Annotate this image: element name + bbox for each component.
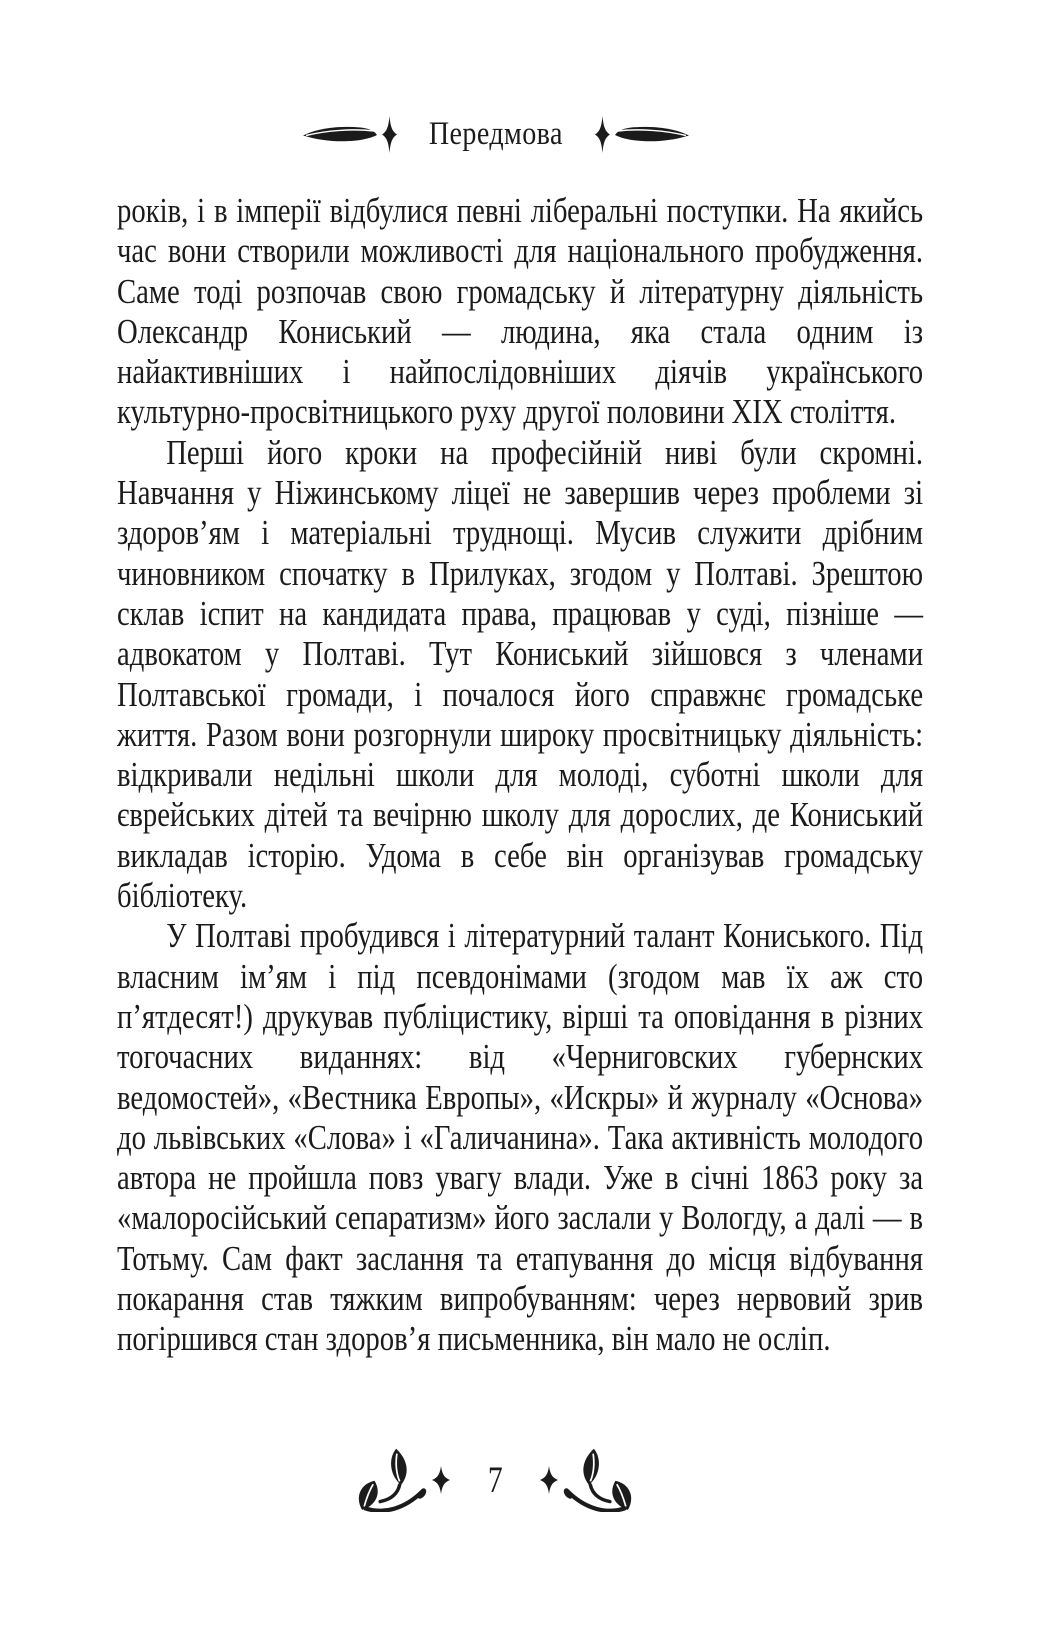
diamond-icon [595, 116, 610, 153]
page-footer [0, 1448, 1015, 1512]
paragraph-3: У Полтаві пробудився і літературний талант Кониського. Під власним ім’ям і під псевдонімами (згодом мав їх аж сто п’ятдесят!) друкував публіцистику, вірші та оповідання в різних тогочасних виданнях: від «Черниговских губернских ведомостей», «Вестника Европы», «Искры» й журналу «Основа» до львівських «Слова» і «Галичанина». Така активність молодого автора не пройшла повз увагу влади. Уже в січні 1863 року за «малоросійський сепаратизм» його заслали у Вологду, а далі — в Тотьму. Сам факт заслання та етапування до місця відбування покарання став тяжким випробуванням: через нервовий зрив погіршився стан здоров’я письменника, він мало не осліп. [117, 916, 924, 1359]
diamond-icon [382, 116, 397, 153]
diamond-icon [540, 1466, 558, 1494]
page-body [117, 191, 923, 1360]
leaf-branch-left-icon [357, 1448, 427, 1512]
paragraph-2: Перші його кроки на професійній ниві були скромні. Навчання у Ніжинському ліцеї не завершив через проблеми зі здоров’ям і матеріальні труднощі. Мусив служити дрібним чиновником спочатку в Прилуках, згодом у Полтаві. Зрештою склав іспит на кандидата права, працював у суді, пізніше — адвокатом у Полтаві. Тут Кониський зійшовся з членами Полтавської громади, і почалося його справжнє громадське життя. Разом вони розгорнули широку просвітницьку діяльність: відкривали недільні школи для молоді, суботні школи для єврейських дітей та вечірню школу для дорослих, де Кониський викладав історію. Удома в себе він організував громадську бібліотеку. [117, 432, 924, 916]
diamond-icon [432, 1466, 450, 1494]
chapter-title: Передмова [428, 116, 564, 152]
chapter-header [0, 116, 1016, 153]
leaf-flourish-right-icon [614, 124, 690, 145]
page-number: 7 [487, 1459, 503, 1501]
leaf-flourish-left-icon [302, 124, 378, 145]
leaf-branch-right-icon [563, 1448, 633, 1512]
paragraph-1: років, і в імперії відбулися певні ліберальні поступки. На якийсь час вони створили можливості для національного пробудження. Саме тоді розпочав свою громадську й літературну діяльність Олександр Кониський — людина, яка стала одним із найактивніших і найпослідовніших діячів українського культурно-просвітницького руху другої половини XIX століття. [117, 191, 924, 432]
